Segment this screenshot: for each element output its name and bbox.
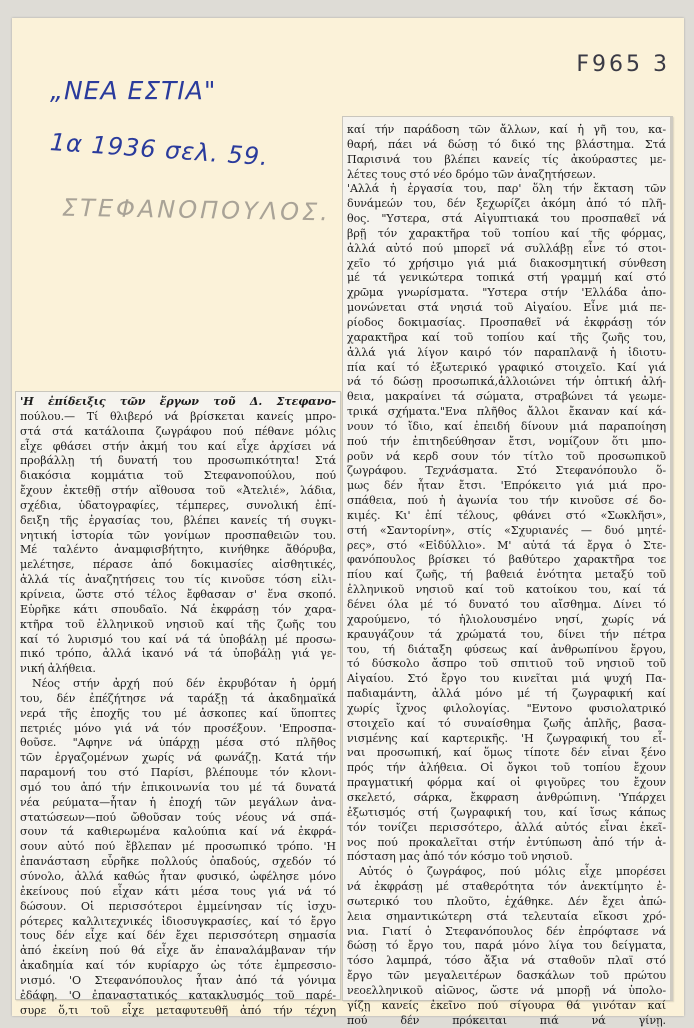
article-line: μέ τά γενικώτερα τοπικά στή γραμμή καί στό [347,271,666,285]
article-line: δώσουν. Οἱ περισσότεροι ἐμμείνησαν τίς ἰσχυ- [20,899,336,913]
article-line: νά ἐκφράσῃ μέ σταθερότητα τόν ἀνεκτίμητο ἐ- [347,880,666,894]
article-line: 'Αλλά ἡ ἐργασία του, παρ' ὅλη τήν ἔκταση τῶν [347,182,666,196]
article-line: τόσο λαμπρά, τόσο ἄξια νά σταθοῦν πλαϊ στό [347,954,666,968]
article-line: του, δέν ἐπέζήτησε νά ταράξῃ τά ἀκαδημαϊκά [20,691,336,705]
handwritten-catalog-number: F965 3 [576,52,670,77]
article-line: πρός τήν ἀλήθεια. Οἱ ὄγκοι τοῦ τοπίου ἔχουν [347,761,666,775]
article-line: δώσῃ τό ἔργο του, παρά μόνο λίγα του δείγματα, [347,939,666,953]
article-line: χρῶμα γνωρίσματα. "Υστερα στήν 'Ελλάδα ἀπο- [347,286,666,300]
article-line: νέα ρεύματα—ἦταν ἡ ἐποχή τῶν μεγάλων ἀνα- [20,795,336,809]
article-line: ρες», στό «Εἰδύλλιο». Μ' αὐτά τά ἔργα ὁ Στε- [347,538,666,552]
article-line: τους δέν εἶχε καί δέν ἔχει περισσότερη σημασία [20,929,336,943]
article-line: νισμένης καί καρτερικῆς. 'Η ζωγραφική του εἶ- [347,731,666,745]
article-line: ἀπό ἐκείνη πού θά εἶχε ἄν ἐπαναλάμβαναν τήν [20,944,336,958]
article-line: ρίοδος δοκιμασίας. Προσπαθεῖ νά ἐκφράσῃ τόν [347,315,666,329]
article-line: ναι προσωπική, καί ὅμως τίποτε δέν εἶναι ξένο [347,746,666,760]
article-line: χαρακτῆρα καί τοῦ τοπίου καί τῆς ζωῆς του, [347,330,666,344]
article-line: σμό του ἀπό τήν ἐπικοινωνία του μέ τά δυνατά [20,780,336,794]
article-line: εἶχε φθάσει στήν ἀκμή του καί εἶχε ἀρχίσει νά [20,439,336,453]
article-line: σύνολο, ἀλλά καθώς ἦταν φυσικό, ὠφέλησε μόνο [20,870,336,883]
article-line: νουν τό ἴδιο, καί ἐπειδή δίνουν μιά παραποίηση [347,419,666,433]
article-line: Μέ ταλέντο ἀναμφισβήτητο, κινήθηκε ἄθόρυβα, [20,543,336,557]
article-line: παδιαμάντη, ἀλλά μόνο μέ τή ζωγραφική καί [347,687,666,701]
article-line: του, τή διάταξη φύσεως καί ἀνθρωπίνου ἔργου, [347,642,666,656]
article-line: ἀκαδημία καί τόν κυρίαρχο ὡς τότε ἐμπρεσσιο- [20,959,336,973]
article-line: στατώσεων—πού ὤθοῦσαν τούς νέους νά σπά- [20,810,336,824]
article-line: δένει όλα μέ τό δυνατό του αἴσθημα. Δίνει τό [347,598,666,611]
article-line: νια. Γιατί ὁ Στεφανόπουλος δέν ἐπρόφτασε νά [347,924,666,938]
article-line: λέτες τους στό νέο δρόμο τῶν ἀναζητήσεων. [347,167,596,181]
article-line: νερά τῆς ἐποχῆς του μέ ἀσκοπες καί ὕποπτες [20,706,336,720]
article-line: κτῆρα τοῦ ἑλληνικοῦ νησιοῦ καί τῆς ζωῆς του [20,617,336,631]
article-line: θεια, μακραίνει τά σώματα, στραβώνει τά γεωμε- [347,390,666,404]
article-line: πραγματική φόρμα καί οἱ φιγοῦρες του ἔχουν [347,776,666,790]
article-line: τό δύσκολο ἄσπρο τοῦ σπιτιοῦ τοῦ νησιοῦ τοῦ [347,657,666,671]
article-line: παραμονή του στό Παρίσι, βλέπουμε τόν κλονι- [20,766,336,780]
article-line: κραυγάζουν τά χρώματά του, δίνει τήν πέτρα [347,627,666,641]
newspaper-clipping-left [15,391,341,1017]
article-line: φανόπουλος βρίσκει τό βαθύτερο χαρακτῆρα τοε [347,553,666,567]
article-line: νισμό. 'Ο Στεφανόπουλος ἦταν ἀπό τά γόνιμα [20,973,336,987]
article-line: ἑλληνικοῦ νησιοῦ καί τοῦ κατοίκου του, καί τά [347,583,666,597]
article-line: Αὐτός ὁ ζωγράφος, πού μόλις εἶχε μπορέσει [359,865,666,879]
article-line: σωτερικό του πλοῦτο, ἐχάθηκε. Δέν ἔχει ἀπώ- [347,894,666,908]
article-line: κιμές. Κι' ἐπί τέλους, φθάνει στό «Σωκλῆσι», [347,508,666,522]
article-line: μονώνεται στά νησιά τοῦ Αἰγαίου. Εἶνε μιά πε- [347,301,666,315]
article-line: πία καί τό ἐξωτερικό γραφικό στοιχεῖο. Καί γιά [347,360,666,374]
article-line: πετριές μόνο γιά νά τόν προσέξουν. 'Επροσπα- [20,721,336,735]
article-line: νά τό δώσῃ προσωπικά,ἀλλοιώνει τήν ὀπτική ἀλή- [347,375,666,389]
article-line: ἀλλά γιά λίγον καιρό τόν παραπλανᾷ ἡ ἰδιοτυ- [347,345,666,359]
article-line: πίου καί ζωῆς, τή βαθειά ἑνότητα μεταξύ τοῦ [347,568,666,582]
article-line: Εὑρῆκε κάτι σπουδαῖο. Νά ἐκφράσῃ τόν χαρα- [20,602,336,616]
article-line: συρε ὅ,τι τοῦ εἶχε μεταφυτευθῆ ἀπό τήν τέχνη [20,1003,336,1017]
article-line: σουν τά καθιερωμένα καλούπια καί νά ἐκφρά- [20,825,336,839]
article-line: σκελετό, σάρκα, ἔκφραση ἀνθρώπινη. 'Υπάρχει [347,790,666,804]
article-line: χεῖο τό χρήσιμο γιά μιά διακοσμητική σύνθεση [347,256,666,270]
article-line: τόν τονίζει περισσότερο, ἀλλά αὐτός εἶναι ἐκεῖ- [347,820,666,834]
article-line: δυνάμεών του, δέν ξεχωρίζει ἀκόμη ἀπό τό πλῆ- [347,197,666,211]
handwritten-issue-date: 1α 1936 σελ. 59. [49,128,270,172]
article-line: νητική ἱστορία τῶν γονίμων προσπαθειῶν του. [20,528,336,542]
article-line: ἐκείνους πού εἶχαν κάτι μέσα τους γιά νά τό [20,884,336,898]
article-line: στή «Σαντορίνη», στίς «Σχυριανές — δυό μητέ- [347,523,666,537]
article-line: νική ἀλήθεια. [20,662,96,676]
article-line: σπάθεια, πού ἡ ἀγωνία του τήν κινοῦσε σέ δο- [347,494,666,508]
article-line: λεια σημαντικώτερη στά τελευταία εἴκοσι χρό- [347,909,666,923]
article-line: στά στά κατάλοιπα ζωγράφου πού πέθανε μόλις [20,424,336,438]
pencil-author-name: ΣΤΕΦΑΝΟΠΟΥΛΟΣ. [61,193,332,227]
article-line: νεοελληνικοῦ αἰῶνος, ὥστε νά μπορῇ νά ὑπολο- [347,983,666,997]
article-line: χαρούμενο, τό ἡλιολουσμένο νησί, χωρίς νά [347,612,666,626]
article-line: Νέος στήν ἀρχή πού δέν ἐκρυβόταν ἡ ὁρμή [32,677,336,691]
article-line: τρικά σχήματα."Ενα πλῆθος ἄλλοι ἔκαναν καί κά- [347,405,666,419]
article-line: βρῇ τόν χαρακτῆρα τοῦ τοπίου καί τῆς φόρμας, [347,226,666,240]
article-line: ἀλλά τίς ἀναζητήσεις του τίς κινοῦσε τόση εἰλι- [20,573,336,587]
article-line: προβάλλῃ τή δυνατή του προσωπικότητα! Στά [20,454,336,468]
article-line: νος πού προκαλεῖται στήν ἐντύπωση ἀπό τήν ἀ- [347,835,666,849]
article-line: πόσταση μας ἀπό τόν κόσμο τοῦ νησιοῦ. [347,850,573,864]
article-line: σουν αὐτό πού ἔβλεπαν μέ προσωπικό τρόπο. 'Η [20,840,336,854]
article-line: κρίνεια, ὥστε στό τέλος ἔφθασαν σ' ἕνα σκοπό. [20,587,336,601]
article-line: θος. "Υστερα, στά Αἰγυπτιακά του προσπαθεῖ νά [347,212,666,226]
article-line: καί τό λυρισμό του καί νά τά ὑποβάλῃ μέ προσω- [20,632,336,646]
article-line: ἐδάφη. 'Ο ἐπαναστατικός κατακλυσμός τοῦ παρέ- [20,988,336,1002]
article-line: πού τήν ἐπιτηδεύθησαν ἔτσι, νομίζουν ὅτι μπο- [347,434,666,448]
article-line: ἔχουν ἐκτεθῇ στήν αἴθουσα τοῦ «Ἀτελιέ», λάδια, [20,484,336,498]
article-line: ζωγράφου. Τεχνάσματα. Στό Στεφανόπουλο ὅ- [347,464,666,478]
article-line: Αἰγαίου. Στό ἔργο του κινεῖται μιά ψυχή Πα- [347,672,666,686]
article-line: ροῦν νά κερδ σουν τόν τίτλο τοῦ προσωπικοῦ [347,449,666,463]
article-line: 'Η ἐπίδειξις τῶν ἔργων τοῦ Δ. Στεφανο- [20,395,336,408]
article-line: πικό τρόπο, ἀλλά ἱκανό νά τά ὑποβάλῃ γιά γε- [20,647,336,661]
article-line: ἀλλά αὐτό πού μπορεῖ νά συλλάβῃ εἶνε τό στοι- [347,241,666,255]
article-line: μως δέν ἦταν ἔτσι. 'Επρόκειτο γιά μιά προ- [347,479,666,493]
article-line: θαρή, πάει νά δώσῃ τό δικό της βλάστημα. Στά [347,137,666,151]
article-line: πούλου.— Τί θλιβερό νά βρίσκεται κανείς μπρο- [20,409,336,423]
article-line: ἐπανάσταση εὗρῆκε πολλούς ὀπαδούς, σχεδόν τό [20,855,336,869]
article-line: μελέτησε, πέρασε ἀπό δοκιμασίες αἰσθητικές, [20,558,336,572]
article-line: δειξη τῆς ἐργασίας του, βλέπει κανείς τή συγκι- [20,513,336,527]
article-line: χωρίς ἴχνος φιλολογίας. "Εντονο φυσιολατρικό [347,701,666,715]
newspaper-clipping-right [342,116,673,1027]
article-line: Παρισινά του βλέπει κανείς τίς ἀκούραστες με- [347,152,666,166]
article-line: πού δέν πρόκειται πιά νά γίνῃ. [347,1013,666,1027]
article-line: καί τήν παράδοση τῶν ἄλλων, καί ἡ γῆ του, κα- [347,123,666,136]
article-line: στοιχεῖο καί τό συναίσθημα ζωῆς ἁπλῆς, βασα- [347,716,666,730]
article-line: ἐξωτισμός στή ζωγραφική του, καί ἴσως κάπως [347,805,666,819]
article-line: ρότερες καλλιτεχνικές ἰδιοσυγκρασίες, καί τό ἔργο [20,914,336,928]
article-line: διακόσια κομμάτια τοῦ Στεφανοπούλου, πού [20,469,336,483]
handwritten-publication-title: „ΝΕΑ ΕΣΤΙΑ" [50,76,217,105]
article-line: ἔργο τῶν μεγαλειτέρων δασκάλων τοῦ πρώτου [347,969,666,983]
article-line: γίζῃ κανείς ἐκεῖνο πού σίγουρα θά γινόταν καί [347,998,666,1012]
article-line: θοῦσε. "Αφηνε νά ὑπάρχῃ μέσα στό πλῆθος [20,736,336,750]
article-line: σχέδια, ὑδατογραφίες, τέμπερες, συνολική ἐπί- [20,498,336,512]
article-line: τῶν ἐργαζομένων χωρίς νά φωνάζῃ. Κατά τήν [20,751,336,765]
